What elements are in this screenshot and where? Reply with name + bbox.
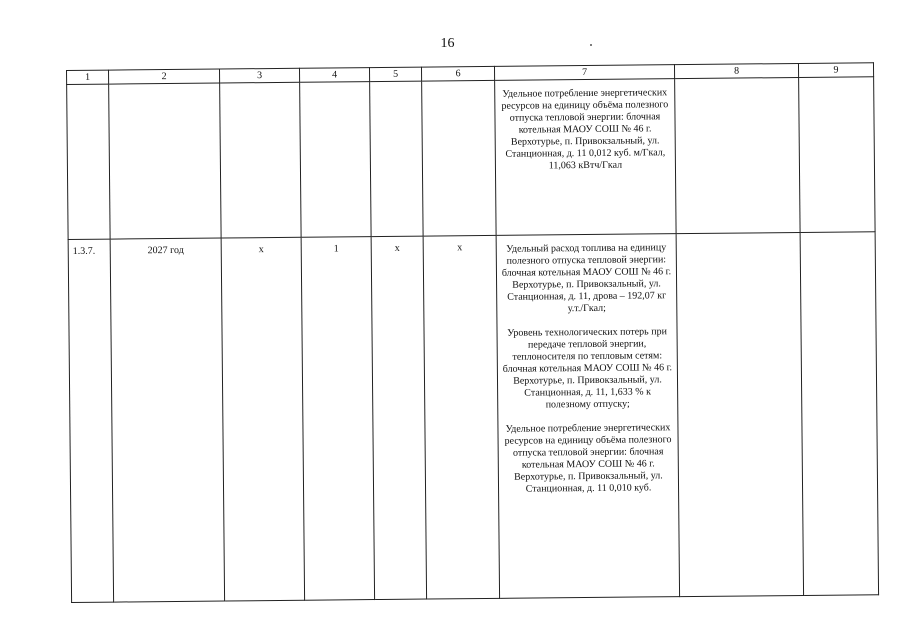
header-cell: 6 xyxy=(421,66,494,81)
value-cell: x xyxy=(221,237,304,601)
indicator-paragraph: Удельный расход топлива на единицу полезного отпуска тепловой энергии: блочная котельная МАОУ СОШ № 46 г. Верхотурье, п. Привокзальный, ул. Станционная, д. 11, дрова – 192,07 кг у.т./Гкал; xyxy=(501,242,672,315)
table-row xyxy=(67,77,875,240)
row-number-cell: 1.3.7. xyxy=(68,239,113,602)
header-cell: 4 xyxy=(299,68,369,83)
indicator-description-cell xyxy=(496,234,679,599)
empty-cell xyxy=(800,232,878,596)
header-cell: 9 xyxy=(798,63,873,78)
value-cell xyxy=(300,82,371,238)
header-cell: 5 xyxy=(369,67,421,81)
value-cell xyxy=(370,81,423,236)
empty-cell xyxy=(675,77,800,233)
indicators-table xyxy=(66,62,879,603)
value-cell: x xyxy=(371,236,426,599)
empty-cell xyxy=(799,77,875,233)
page-number: 16 xyxy=(440,36,455,51)
indicator-paragraph: Уровень технологических потерь при передаче тепловой энергии, теплоносителя по тепловым сетям: блочная котельная МАОУ СОШ № 46 г. Верхотурье, п. Привокзальный, ул. Станционная, д. 11, 1,633 % к полезному отпуску; xyxy=(502,326,673,411)
header-cell: 8 xyxy=(674,63,798,78)
year-cell: 2027 год xyxy=(110,238,224,602)
header-cell: 7 xyxy=(494,65,674,81)
value-cell: x xyxy=(423,235,499,599)
indicator-description-cell xyxy=(495,79,676,236)
header-cell: 1 xyxy=(67,70,109,84)
indicator-paragraph: Удельное потребление энергетических ресурсов на единицу объёма полезного отпуска тепловой энергии: блочная котельная МАОУ СОШ № 46 г. Верхотурье, п. Привокзальный, ул. Станционная, д. 11 0,010 куб. xyxy=(504,422,672,495)
value-cell xyxy=(220,82,301,238)
header-cell: 3 xyxy=(219,68,299,83)
value-cell xyxy=(422,80,496,236)
indicator-paragraph: Удельное потребление энергетических ресурсов на единицу объёма полезного отпуска тепловой энергии: блочная котельная МАОУ СОШ № 46 г. Верхотурье, п. Привокзальный, ул. Станционная, д. 11 0,012 куб. м/Гкал, 11,063 кВтч/Гкал xyxy=(501,87,669,172)
empty-cell xyxy=(676,232,803,596)
year-cell xyxy=(109,83,221,239)
value-cell: 1 xyxy=(301,237,374,601)
table-row xyxy=(68,232,878,603)
row-number-cell xyxy=(67,84,110,239)
scan-speck xyxy=(590,44,592,46)
header-cell: 2 xyxy=(109,69,220,84)
